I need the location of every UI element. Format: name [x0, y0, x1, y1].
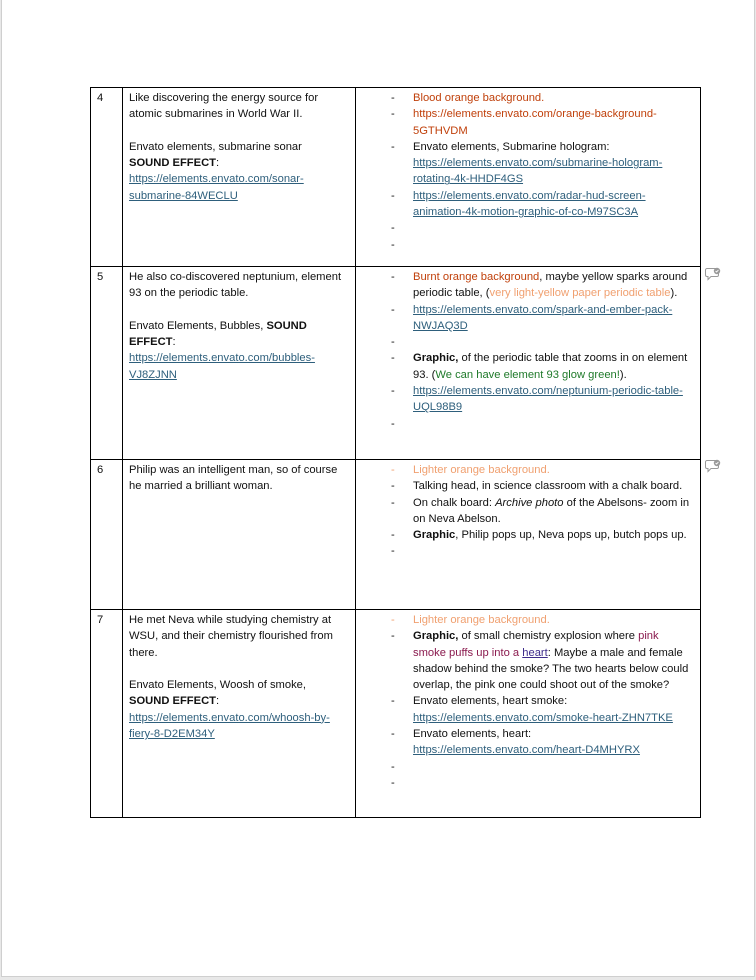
narration-cell	[123, 88, 356, 267]
list-item: - Graphic, Philip pops up, Neva pops up, butch pops up.	[362, 527, 694, 543]
neptunium-link[interactable]: https://elements.envato.com/neptunium-periodic-table-UQL98B9	[413, 385, 683, 414]
list-item	[362, 237, 694, 253]
table-row	[91, 267, 701, 460]
visuals-list	[362, 90, 694, 253]
narration-cell	[123, 460, 356, 610]
list-item: - Envato elements, heart: https://elements.envato.com/heart-D4MHYRX	[362, 726, 694, 759]
sound-effect-link[interactable]: https://elements.envato.com/bubbles-VJ8ZJNN	[129, 352, 315, 381]
narration-text: Like discovering the energy source for atomic submarines in World War II.	[129, 92, 319, 121]
list-item	[362, 543, 694, 559]
list-item: - Lighter orange background.	[362, 612, 694, 628]
table-row	[91, 460, 701, 610]
spark-link[interactable]: https://elements.envato.com/spark-and-ember-pack-NWJAQ3D	[413, 303, 673, 332]
list-item	[362, 383, 694, 416]
list-item	[362, 302, 694, 335]
document-page	[1, 0, 755, 977]
comment-icon[interactable]	[705, 267, 721, 281]
visuals-list	[362, 269, 694, 432]
visuals-list	[362, 462, 694, 560]
row-number: 6	[91, 460, 123, 610]
row-number: 4	[91, 88, 123, 267]
list-item	[362, 220, 694, 236]
list-item: - Blood orange background.	[362, 90, 694, 106]
list-item: - https://elements.envato.com/orange-background-5GTHVDM	[362, 106, 694, 139]
visuals-cell	[356, 460, 701, 610]
table-row	[91, 610, 701, 818]
visuals-cell	[356, 267, 701, 460]
sound-effect-link[interactable]: https://elements.envato.com/whoosh-by-fiery-8-D2EM34Y	[129, 711, 330, 741]
visuals-list	[362, 612, 694, 791]
sound-effect-note: Envato Elements, Bubbles, SOUND EFFECT:	[129, 319, 307, 349]
sound-effect-label: SOUND EFFECT	[129, 319, 307, 349]
smoke-heart-link[interactable]: https://elements.envato.com/smoke-heart-ZHN7TKE	[413, 711, 673, 724]
narration-text: He met Neva while studying chemistry at WSU, and their chemistry flourished from there.	[129, 614, 333, 659]
list-item: - Burnt orange background, maybe yellow sparks around periodic table, (very light-yellow paper periodic table).	[362, 269, 694, 302]
sound-effect-label: SOUND EFFECT	[129, 695, 217, 708]
list-item: - Graphic, of the periodic table that zooms in on element 93. (We can have element 93 glow green!).	[362, 350, 694, 383]
list-item: - Envato elements, Submarine hologram: https://elements.envato.com/submarine-hologram-rotating-4k-HHDF4GS	[362, 139, 694, 188]
visuals-cell	[356, 610, 701, 818]
sound-effect-label: SOUND EFFECT	[129, 157, 217, 170]
list-item: - Lighter orange background.	[362, 462, 694, 478]
sound-effect-note: Envato elements, submarine sonar SOUND EFFECT:	[129, 140, 302, 170]
narration-text: He also co-discovered neptunium, element 93 on the periodic table.	[129, 271, 342, 300]
script-table	[90, 87, 701, 818]
heart-link[interactable]: https://elements.envato.com/heart-D4MHYRX	[413, 744, 640, 757]
hologram-link[interactable]: https://elements.envato.com/submarine-hologram-rotating-4k-HHDF4GS	[413, 157, 663, 186]
list-item: - On chalk board: Archive photo of the Abelsons- zoom in on Neva Abelson.	[362, 495, 694, 528]
list-item: - Talking head, in science classroom with a chalk board.	[362, 478, 694, 494]
list-item	[362, 334, 694, 350]
sound-effect-link[interactable]: https://elements.envato.com/sonar-submarine-84WECLU	[129, 173, 304, 202]
table-row	[91, 88, 701, 267]
row-number: 5	[91, 267, 123, 460]
visuals-cell	[356, 88, 701, 267]
list-item	[362, 775, 694, 791]
radar-link[interactable]: https://elements.envato.com/radar-hud-screen-animation-4k-motion-graphic-of-co-M97SC3A	[413, 189, 646, 219]
narration-text: Philip was an intelligent man, so of course he married a brilliant woman.	[129, 464, 338, 493]
narration-cell	[123, 267, 356, 460]
list-item: - Graphic, of small chemistry explosion where pink smoke puffs up into a heart: Maybe a male and female shadow behind the smoke? The two hearts below could overlap, the pink one could shoot out of the smoke?	[362, 628, 694, 693]
list-item	[362, 416, 694, 432]
list-item: - Envato elements, heart smoke: https://elements.envato.com/smoke-heart-ZHN7TKE	[362, 693, 694, 726]
comment-icon[interactable]	[705, 459, 721, 473]
list-item	[362, 759, 694, 775]
narration-cell	[123, 610, 356, 818]
row-number: 7	[91, 610, 123, 818]
list-item	[362, 188, 694, 221]
sound-effect-note: Envato Elements, Woosh of smoke, SOUND EFFECT:	[129, 679, 307, 708]
